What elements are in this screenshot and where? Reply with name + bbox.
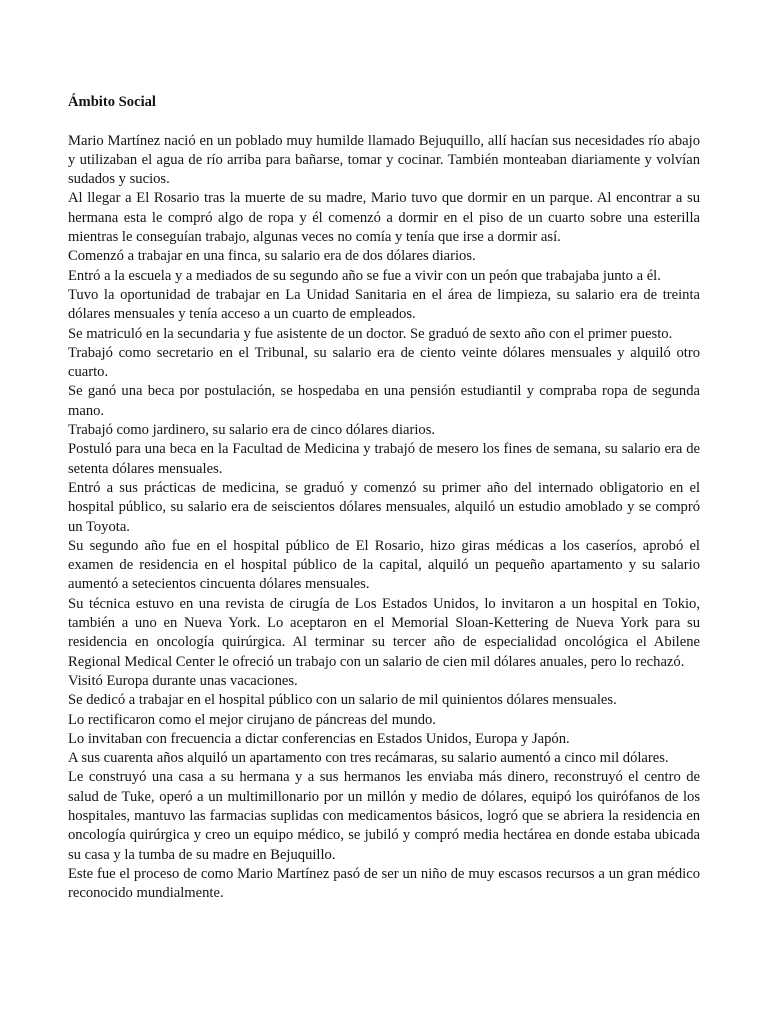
paragraph: Trabajó como secretario en el Tribunal, su salario era de ciento veinte dólares mensuales y alquiló otro cuarto. — [68, 344, 700, 381]
paragraph: Visitó Europa durante unas vacaciones. — [68, 672, 298, 689]
paragraph: Le construyó una casa a su hermana y a sus hermanos les enviaba más dinero, reconstruyó el centro de salud de Tuke, operó a un multimillonario por un millón y medio de dólares, equipó los quirófanos de los hospitales, mantuvo las farmacias suplidas con medicamentos básicos, logró que se abriera la residencia en oncología quirúrgica y creo un equipo médico, se jubiló y compró media hectárea en donde estaba ubicada su casa y la tumba de su madre en Bejuquillo. — [68, 769, 700, 863]
paragraph: Tuvo la oportunidad de trabajar en La Unidad Sanitaria en el área de limpieza, su salario era de treinta dólares mensuales y tenía acceso a un cuarto de empleados. — [68, 286, 700, 323]
paragraph: Este fue el proceso de como Mario Martínez pasó de ser un niño de muy escasos recursos a un gran médico reconocido mundialmente. — [68, 865, 700, 902]
paragraph: Postuló para una beca en la Facultad de Medicina y trabajó de mesero los fines de semana, su salario era de setenta dólares mensuales. — [68, 441, 700, 477]
paragraph: Entró a sus prácticas de medicina, se graduó y comenzó su primer año del internado obligatorio en el hospital público, su salario era de seiscientos dólares mensuales, alquiló un estudio amoblado y se compró un Toyota. — [68, 479, 700, 535]
paragraph: Se matriculó en la secundaria y fue asistente de un doctor. Se graduó de sexto año con el primer puesto. — [68, 325, 673, 342]
paragraph: Se ganó una beca por postulación, se hospedaba en una pensión estudiantil y compraba ropa de segunda mano. — [68, 383, 700, 419]
paragraph: Mario Martínez nació en un poblado muy humilde llamado Bejuquillo, allí hacían sus necesidades río abajo y utilizaban el agua de río arriba para bañarse, tomar y cocinar. También monteaban diariamente y volvían sudados y sucios. — [68, 132, 700, 188]
paragraph: Lo rectificaron como el mejor cirujano de páncreas del mundo. — [68, 711, 436, 728]
paragraph: Se dedicó a trabajar en el hospital público con un salario de mil quinientos dólares mensuales. — [68, 692, 617, 709]
paragraph: Su técnica estuvo en una revista de cirugía de Los Estados Unidos, lo invitaron a un hospital en Tokio, también a uno en Nueva York. Lo aceptaron en el Memorial Sloan-Kettering de Nueva York para su residencia en oncología quirúrgica. Al terminar su tercer año de especialidad oncológica el Abilene Regional Medical Center le ofreció un trabajo con un salario de cien mil dólares anuales, pero lo rechazó. — [68, 595, 700, 670]
paragraph: Comenzó a trabajar en una finca, su salario era de dos dólares diarios. — [68, 248, 476, 265]
paragraph: A sus cuarenta años alquiló un apartamento con tres recámaras, su salario aumentó a cinco mil dólares. — [68, 750, 669, 767]
paragraph: Al llegar a El Rosario tras la muerte de su madre, Mario tuvo que dormir en un parque. Al encontrar a su hermana esta le compró algo de ropa y él comenzó a dormir en el piso de un cuarto sobre una esterilla mientras le conseguían trabajo, algunas veces no comía y tenía que irse a dormir así. — [68, 190, 700, 246]
paragraph: Lo invitaban con frecuencia a dictar conferencias en Estados Unidos, Europa y Japón. — [68, 730, 570, 747]
paragraph: Trabajó como jardinero, su salario era de cinco dólares diarios. — [68, 422, 436, 439]
paragraph: Entró a la escuela y a mediados de su segundo año se fue a vivir con un peón que trabajaba junto a él. — [68, 267, 661, 284]
paragraph: Su segundo año fue en el hospital público de El Rosario, hizo giras médicas a los caseríos, aprobó el examen de residencia en el hospital público de la capital, alquiló un pequeño apartamento y su salario aumentó a setecientos cincuenta dólares mensuales. — [68, 537, 700, 593]
section-heading: Ámbito Social — [68, 94, 156, 110]
document-body — [68, 93, 700, 903]
